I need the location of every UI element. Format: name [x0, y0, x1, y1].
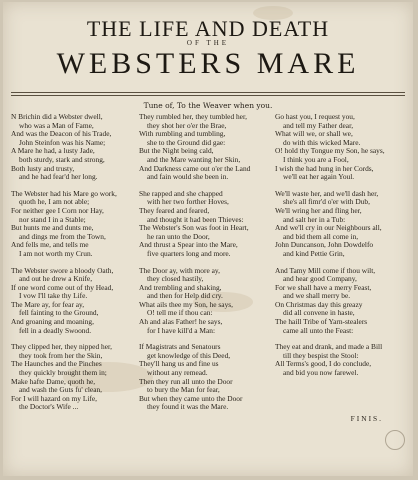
- verse-line: get knowledge of this Deed,: [147, 351, 231, 360]
- verse-line: But hunts me and dunts me,: [11, 224, 94, 233]
- verse-line: They rumbled her, they tumbled her,: [139, 113, 247, 121]
- verse-line: and then for Help did cry.: [147, 292, 223, 301]
- title-rule: [11, 92, 405, 93]
- verse-line: both sturdy, stark and strong,: [19, 155, 105, 164]
- verse-line: and we shall merry be.: [283, 292, 351, 301]
- verse-line: they found it was the Mare.: [147, 403, 229, 412]
- verse-line: to bury the Man for fear,: [147, 386, 220, 395]
- verse-line: O! tell me if thou can:: [147, 309, 213, 318]
- verse-line: We'll waste her, and we'll dash her,: [275, 189, 379, 198]
- verse-line: They eat and drank, and made a Bill: [275, 343, 383, 352]
- verse-line: But when they came unto the Door: [139, 394, 243, 403]
- stanza: [139, 267, 275, 336]
- broadside-sheet: [3, 2, 413, 476]
- verse-line: with her two forther Hoves,: [147, 198, 229, 207]
- verse-line: The Webster had his Mare go work,: [11, 189, 117, 198]
- title-rule: [11, 95, 405, 96]
- verse-line: the Doctor's Wife ...: [19, 403, 79, 412]
- verse-line: and bid you now farewel.: [283, 369, 359, 378]
- verse-line: They feared and feared,: [139, 206, 210, 215]
- verse-line: She rapped and she chapped: [139, 189, 223, 198]
- verse-line: And groaning and moaning,: [11, 318, 94, 327]
- verse-line: for I have kill'd a Man:: [147, 326, 216, 335]
- verse-line: did all convene in haste,: [283, 309, 355, 318]
- verse-line: And Tamy Mill come if thou wilt,: [275, 266, 376, 275]
- verse-column-1: [11, 113, 139, 417]
- verse-line: without any remead.: [147, 369, 208, 378]
- verse-line: The haill Tribe of Yarn-stealers: [275, 318, 368, 327]
- verse-line: they closed hastily,: [147, 275, 204, 284]
- verse-line: and tell my Father dear,: [283, 121, 354, 130]
- verse-line: The Door ay, with more ay,: [139, 266, 220, 275]
- verse-line: we'll eat her again Youl.: [283, 173, 355, 182]
- verse-line: she's all fimr'd o'er with Dub,: [283, 198, 370, 207]
- verse-line: fell in a deadly Swoond.: [19, 326, 92, 335]
- stanza: [139, 190, 275, 259]
- verse-column-3: [275, 113, 409, 383]
- verse-line: and dings me from the Town,: [19, 232, 106, 241]
- verse-line: and salt her in a Tub:: [283, 215, 346, 224]
- stanza: [139, 343, 275, 412]
- verse-line: O! hold thy Tongue my Son, he says,: [275, 147, 385, 156]
- verse-line: And trembling and shaking,: [139, 283, 222, 292]
- verse-line: and kind Pettie Grin,: [283, 249, 345, 258]
- verse-line: On Christmas day this greazy: [275, 300, 363, 309]
- verse-line: What ails thee my Son, he says,: [139, 300, 234, 309]
- verse-line: do with this wicked Mare.: [283, 138, 361, 147]
- verse-line: and hear good Company,: [283, 275, 357, 284]
- verse-line: I vow I'll take thy Life.: [19, 292, 88, 301]
- verse-line: who was a Man of Fame,: [19, 121, 94, 130]
- stanza: [11, 267, 139, 336]
- verse-line: They'll hang us and fine us: [139, 360, 219, 369]
- verse-line: till they bespist the Stool:: [283, 351, 359, 360]
- verse-line: Ah and alas Father! he says,: [139, 318, 223, 327]
- verse-line: and he had fear'd her long.: [19, 173, 98, 182]
- verse-line: For we shall have a merry Feast,: [275, 283, 372, 292]
- verse-line: The Haunches and the Pinches: [11, 360, 102, 369]
- verse-line: Then they run all unto the Door: [139, 377, 233, 386]
- verse-line: John Steinfon was his Name;: [19, 138, 106, 147]
- verse-line: And was the Deacon of his Trade,: [11, 130, 112, 139]
- verse-line: The Webster's Son was foot in Heart,: [139, 224, 249, 233]
- verse-line: and wash the Guts fu' clean,: [19, 386, 103, 395]
- title-line-2: WEBSTERS MARE: [56, 47, 360, 80]
- verse-line: A Mare he had, a lusty Jade,: [11, 147, 95, 156]
- stanza: [139, 113, 275, 182]
- verse-line: John Duncanson, John Dowdelfo: [275, 241, 374, 250]
- verse-line: And we'll cry in our Neighbours all,: [275, 224, 382, 233]
- verse-line: and bid them all come in,: [283, 232, 359, 241]
- library-stamp: [385, 430, 405, 450]
- verse-line: They clipped her, they nipped her,: [11, 343, 112, 352]
- stanza: [11, 343, 139, 412]
- verse-line: five quarters long and more.: [147, 249, 231, 258]
- verse-line: All Terms's good, I do conclude,: [275, 360, 372, 369]
- verse-line: If one word come out of thy Head,: [11, 283, 114, 292]
- verse-line: The Mare ay, for fear ay,: [11, 300, 85, 309]
- verse-line: and out he drew a Knife,: [19, 275, 93, 284]
- verse-line: And fells me, and tells me: [11, 241, 89, 250]
- stanza: [275, 343, 409, 377]
- verse-line: I am not worth my Crun.: [19, 249, 93, 258]
- verse-line: nor stand I in a Stable;: [19, 215, 86, 224]
- verse-line: For neither gee I Corn nor Hay,: [11, 206, 104, 215]
- verse-line: If Magistrats and Senatours: [139, 343, 221, 352]
- stanza: [275, 190, 409, 259]
- verse-line: The Webster swore a bloody Oath,: [11, 266, 114, 275]
- verse-line: And Darkness came out o'er the Land: [139, 164, 251, 173]
- stanza: [11, 190, 139, 259]
- verse-line: she to the Ground did gae:: [147, 138, 226, 147]
- title-of: OF THE: [186, 39, 230, 47]
- stanza: [275, 267, 409, 336]
- verse-line: quoth he, I am not able;: [19, 198, 90, 207]
- verse-line: I wish the had hung in her Cords,: [275, 164, 374, 173]
- verse-line: they took from her the Skin,: [19, 351, 103, 360]
- verse-line: and the Mare wanting her Skin,: [147, 155, 241, 164]
- verse-line: he ran unto the Door,: [147, 232, 210, 241]
- verse-line: N Brichin did a Webster dwell,: [11, 113, 103, 121]
- verse-line: and fain would she been in.: [147, 173, 229, 182]
- verse-line: they shot her o'er the Brae,: [147, 121, 227, 130]
- title-line-1: THE LIFE AND DEATH: [86, 16, 330, 41]
- verse-line: Both lusty and trusty,: [11, 164, 75, 173]
- verse-line: But the Night being cald,: [139, 147, 214, 156]
- verse-line: they quickly brought them in;: [19, 369, 107, 378]
- stanza: [11, 113, 139, 182]
- verse-line: fell fainting to the Ground,: [19, 309, 99, 318]
- verse-column-2: [139, 113, 275, 417]
- verse-line: Make hafte Dame, quoth he,: [11, 377, 96, 386]
- verse-line: came all unto the Feast:: [283, 326, 354, 335]
- verse-line: For I will hazard on my Life,: [11, 394, 97, 403]
- finis: FINIS.: [350, 414, 383, 423]
- verse-line: What will we, or shall we,: [275, 130, 353, 139]
- tune-line: Tune of, To the Weaver when you.: [143, 101, 273, 110]
- stanza: [275, 113, 409, 182]
- verse-line: Go hast you, I request you,: [275, 113, 355, 121]
- verse-line: With rumbling and tumbling,: [139, 130, 226, 139]
- verse-line: And thrust a Spear into the Mare,: [139, 241, 238, 250]
- verse-line: I think you are a Fool,: [283, 155, 349, 164]
- verse-line: We'll wring her and fling her,: [275, 206, 362, 215]
- verse-line: and thought it had been Thieves:: [147, 215, 244, 224]
